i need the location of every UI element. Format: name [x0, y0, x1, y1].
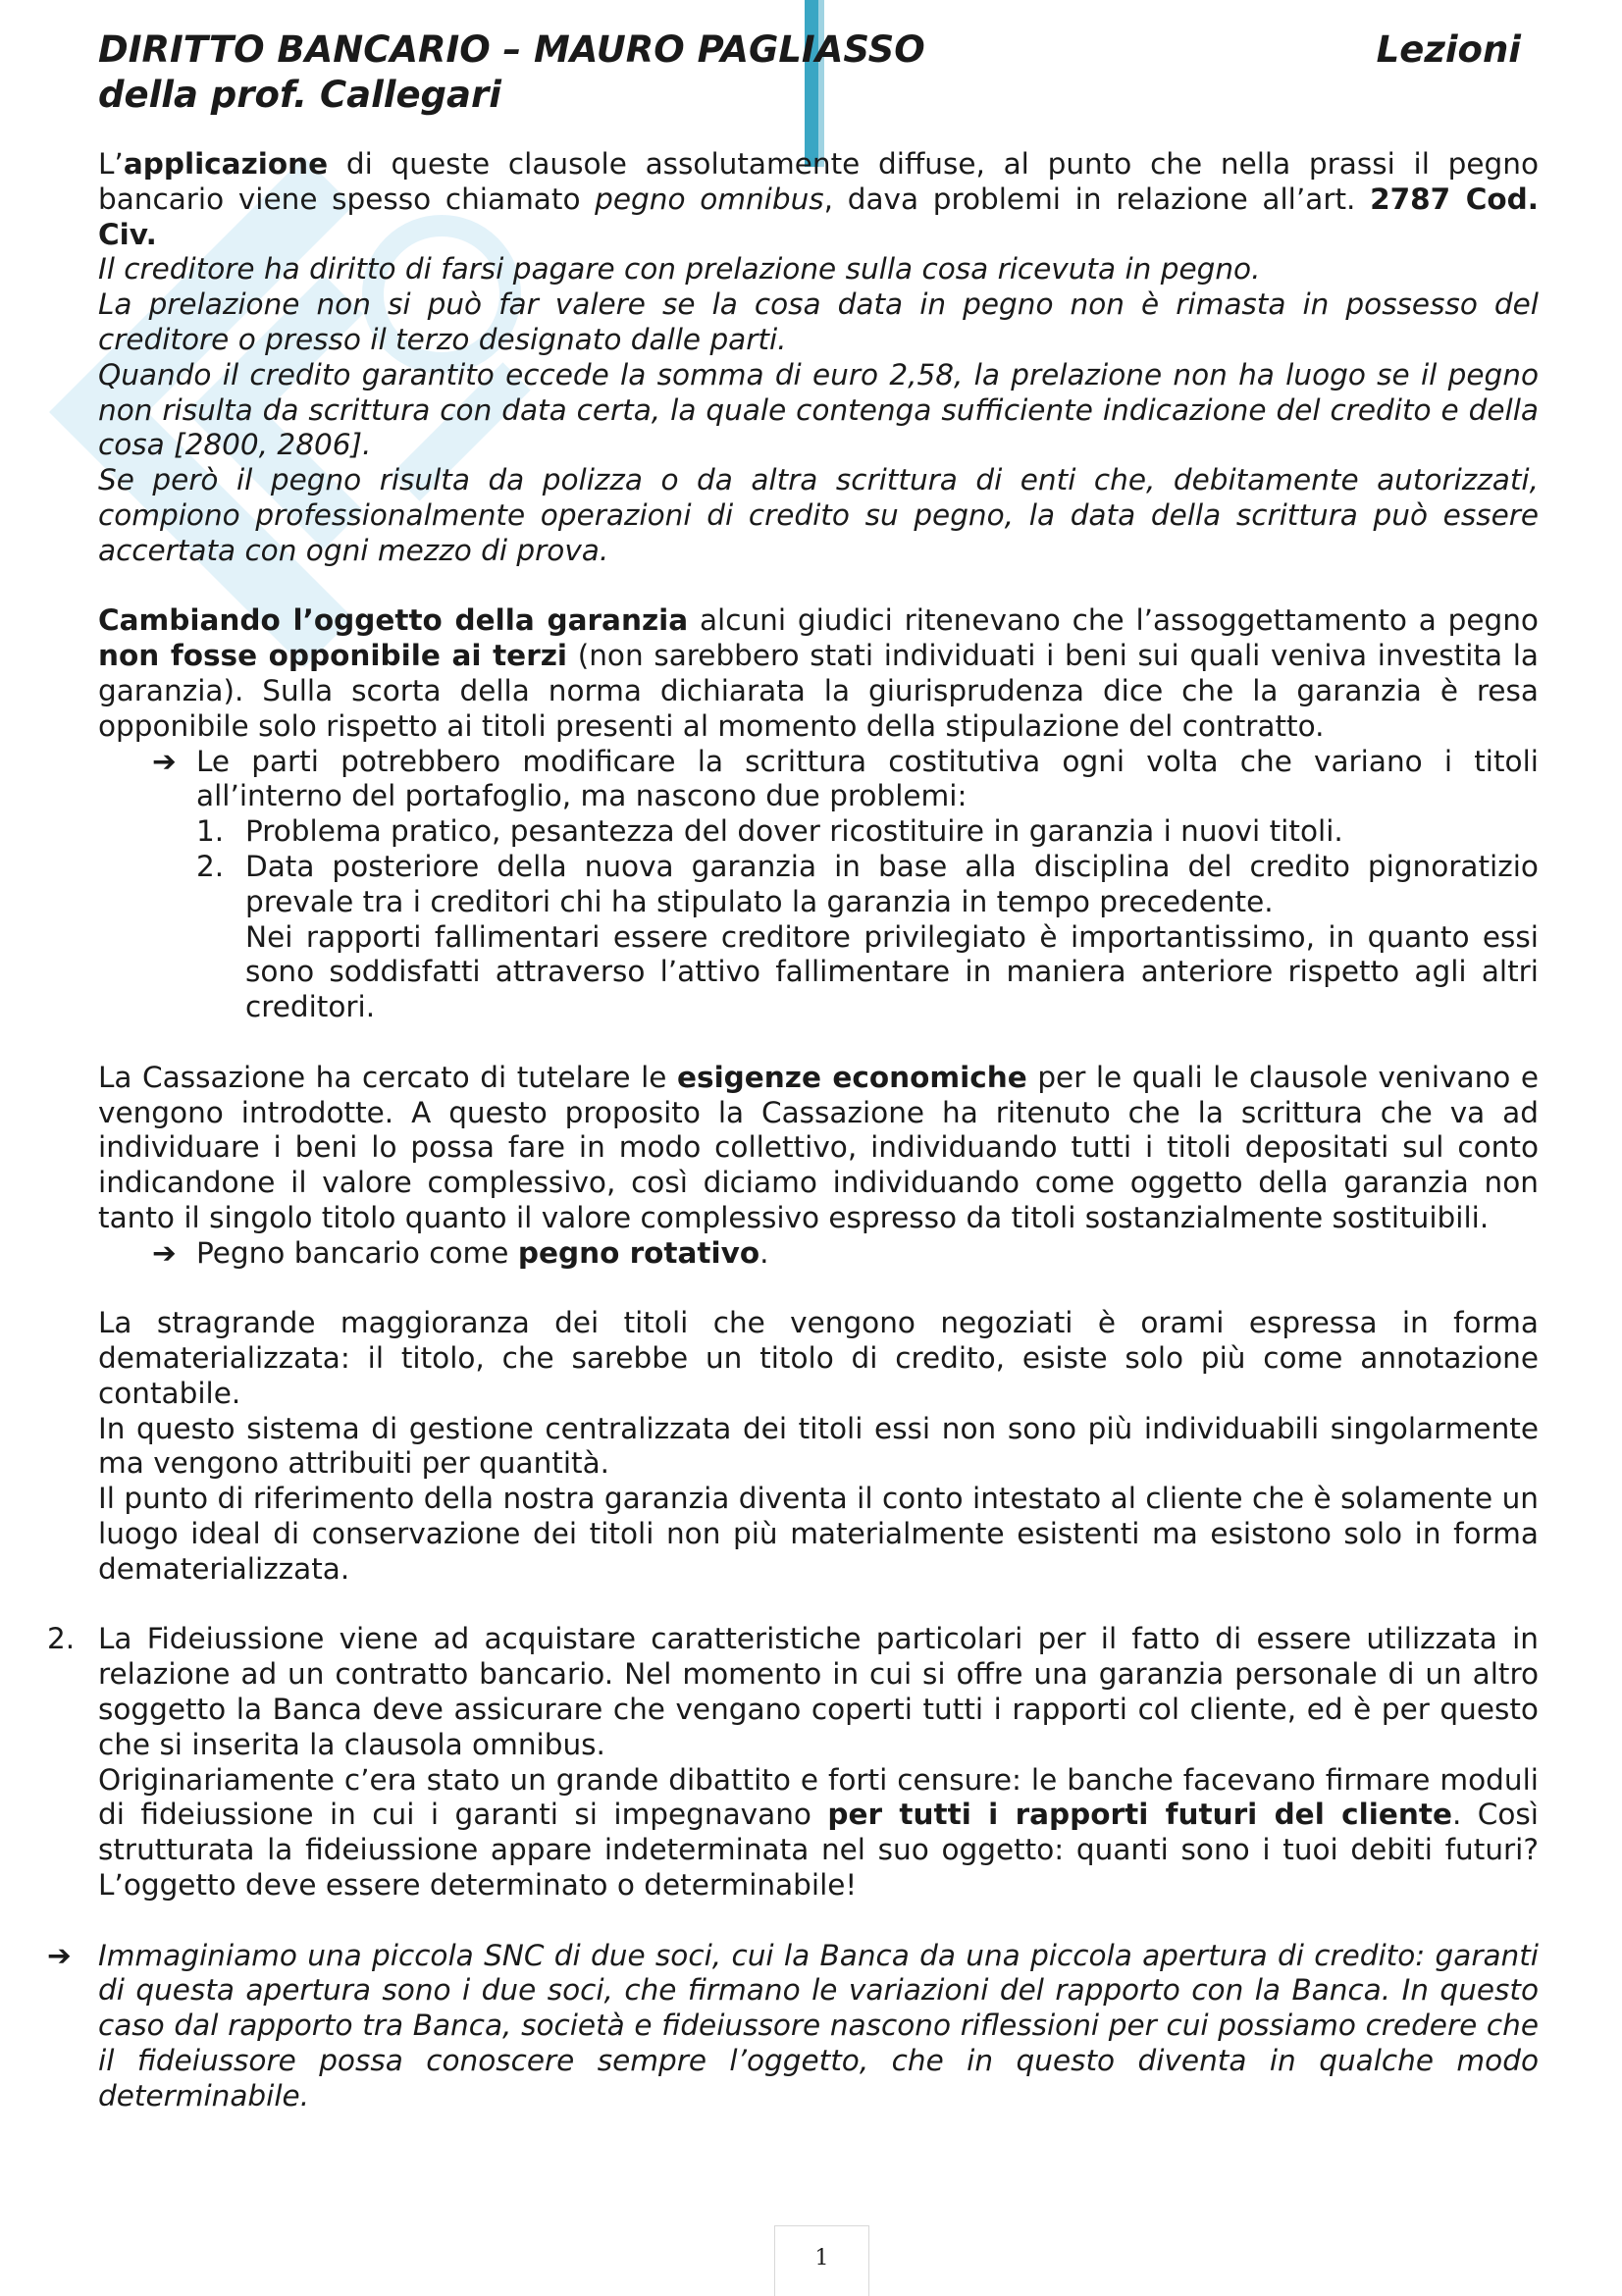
- paragraph-applicazione: [98, 147, 1539, 252]
- text: Pegno bancario come: [196, 1235, 518, 1270]
- arrow-list-item: [98, 1236, 1539, 1272]
- text: (non sarebbero stati individuati i beni sui quali veniva investita la garanzia). Sulla scorta della norma dichiarata la giurisprudenza dice che la garanzia è resa opponibile solo rispetto ai titoli presenti al momento della stipulazione del contratto.: [98, 639, 1539, 743]
- page-number: 1: [774, 2225, 869, 2296]
- header-title-right: Lezioni: [1376, 28, 1521, 71]
- bold-text: per tutti i rapporti futuri del cliente: [827, 1798, 1452, 1832]
- numbered-section-fideiussione: [47, 1622, 1539, 1903]
- paragraph-punto-riferimento: Il punto di riferimento della nostra garanzia diventa il conto intestato al cliente che è solamente un luogo ideal di conservazione dei titoli non più materialmente esistenti ma esistono solo in forma dematerializzata.: [98, 1482, 1539, 1586]
- text: .: [759, 1235, 769, 1270]
- text: per le quali le clausole venivano e vengono introdotte. A questo proposito la Cassazione ha ritenuto che la scrittura che va ad individuare i beni lo possa fare in modo collettivo, individuando tutti i titoli depositati sul conto indicandone il valore complessivo, così diciamo individuando come oggetto della garanzia non tanto il singolo titolo quanto il valore complessivo espresso da titoli sostanzialmente sostituibili.: [98, 1060, 1539, 1234]
- text: . Così strutturata la fideiussione appare indeterminata nel suo oggetto: quanti sono i tuoi debiti futuri? L’oggetto deve essere determinato o determinabile!: [98, 1798, 1539, 1903]
- text: Data posteriore della nuova garanzia in base alla disciplina del credito pignoratizio prevale tra i creditori chi ha stipulato la garanzia in tempo precedente.: [245, 849, 1539, 918]
- arrow-list-item-example: [47, 1938, 1539, 2114]
- bold-text: non fosse opponibile ai terzi: [98, 639, 568, 673]
- text: Immaginiamo una piccola SNC di due soci, cui la Banca da una piccola apertura di credito: garanti di questa apertura sono i due soci, che firmano le variazioni del rapporto con la Banca. In questo caso dal rapporto tra Banca, società e fideiussore nascono riflessioni per cui possiamo credere che il fideiussore possa conoscere sempre l’oggetto, che in questo diventa in qualche modo determinabile.: [98, 1938, 1539, 2113]
- bold-text: Cambiando l’oggetto della garanzia: [98, 603, 689, 638]
- item-number: 1.: [196, 814, 225, 849]
- arrow-icon: ➔: [152, 744, 177, 778]
- document-body: [47, 147, 1539, 2114]
- text: L’: [98, 147, 124, 181]
- item-number: 2.: [47, 1622, 76, 1656]
- paragraph-gestione-centralizzata: In questo sistema di gestione centralizzata dei titoli essi non sono più individuabili singolarmente ma vengono attribuiti per quantità.: [98, 1411, 1539, 1481]
- text: La Fideiussione viene ad acquistare caratteristiche particolari per il fatto di essere utilizzata in relazione ad un contratto bancario. Nel momento in cui si offre una garanzia personale di un altro soggetto la Banca deve assicurare che vengano coperti tutti i rapporti col cliente, ed è per questo che si inserita la clausola omnibus.: [98, 1622, 1539, 1761]
- text: Le parti potrebbero modificare la scrittura costitutiva ogni volta che variano i titoli all’interno del portafoglio, ma nascono due problemi:: [196, 744, 1539, 813]
- numbered-item: [98, 850, 1539, 920]
- text: La Cassazione ha cercato di tutelare le: [98, 1060, 677, 1094]
- paragraph-oggetto-garanzia: [98, 603, 1539, 744]
- arrow-list-item: [98, 745, 1539, 815]
- header-subtitle: della prof. Callegari: [98, 74, 501, 116]
- article-ref: 2787 Cod. Civ.: [98, 182, 1539, 251]
- quote-line: Il creditore ha diritto di farsi pagare con prelazione sulla cosa ricevuta in pegno.: [98, 252, 1261, 287]
- header-title: DIRITTO BANCARIO – MAURO PAGLIASSO: [98, 28, 925, 71]
- numbered-item: [98, 814, 1539, 850]
- quote-line: Se però il pegno risulta da polizza o da altra scrittura di enti che, debitamente autorizzati, compiono professionalmente operazioni di credito su pegno, la data della scrittura può essere accertata con ogni mezzo di prova.: [98, 463, 1539, 567]
- arrow-icon: ➔: [47, 1938, 72, 1972]
- text: Problema pratico, pesantezza del dover ricostituire in garanzia i nuovi titoli.: [245, 814, 1343, 849]
- quote-line: Quando il credito garantito eccede la somma di euro 2,58, la prelazione non ha luogo se il pegno non risulta da scrittura con data certa, la quale contenga sufficiente indicazione del credito e della cosa [2800, 2806].: [98, 357, 1539, 462]
- text: , dava problemi in relazione all’art.: [823, 182, 1371, 216]
- text: alcuni giudici ritenevano che l’assoggettamento a pegno: [688, 603, 1539, 638]
- item-number: 2.: [196, 849, 225, 883]
- arrow-icon: ➔: [152, 1235, 177, 1270]
- paragraph-originariamente: [98, 1763, 1539, 1904]
- bold-text: applicazione: [123, 147, 329, 181]
- quote-line: La prelazione non si può far valere se la cosa data in pegno non è rimasta in possesso del creditore o presso il terzo designato dalle parti.: [98, 287, 1539, 356]
- bold-text: pegno rotativo: [517, 1235, 760, 1270]
- italic-text: pegno omnibus: [595, 182, 824, 216]
- text: di queste clausole assolutamente diffuse, al punto che nella prassi il pegno bancario viene spesso chiamato: [98, 147, 1539, 216]
- numbered-item-continuation: Nei rapporti fallimentari essere creditore privilegiato è importantissimo, in quanto essi sono soddisfatti attraverso l’attivo fallimentare in maniera anteriore rispetto agli altri creditori.: [245, 919, 1539, 1024]
- page-header: [98, 27, 1521, 118]
- text: Originariamente c’era stato un grande dibattito e forti censure: le banche facevano firmare moduli di fideiussione in cui i garanti si impegnavano: [98, 1762, 1539, 1832]
- paragraph-cassazione: [98, 1061, 1539, 1236]
- paragraph-dematerializzata: La stragrande maggioranza dei titoli che vengono negoziati è orami espressa in forma dematerializzata: il titolo, che sarebbe un titolo di credito, esiste solo più come annotazione contabile.: [98, 1306, 1539, 1410]
- bold-text: esigenze economiche: [677, 1060, 1027, 1094]
